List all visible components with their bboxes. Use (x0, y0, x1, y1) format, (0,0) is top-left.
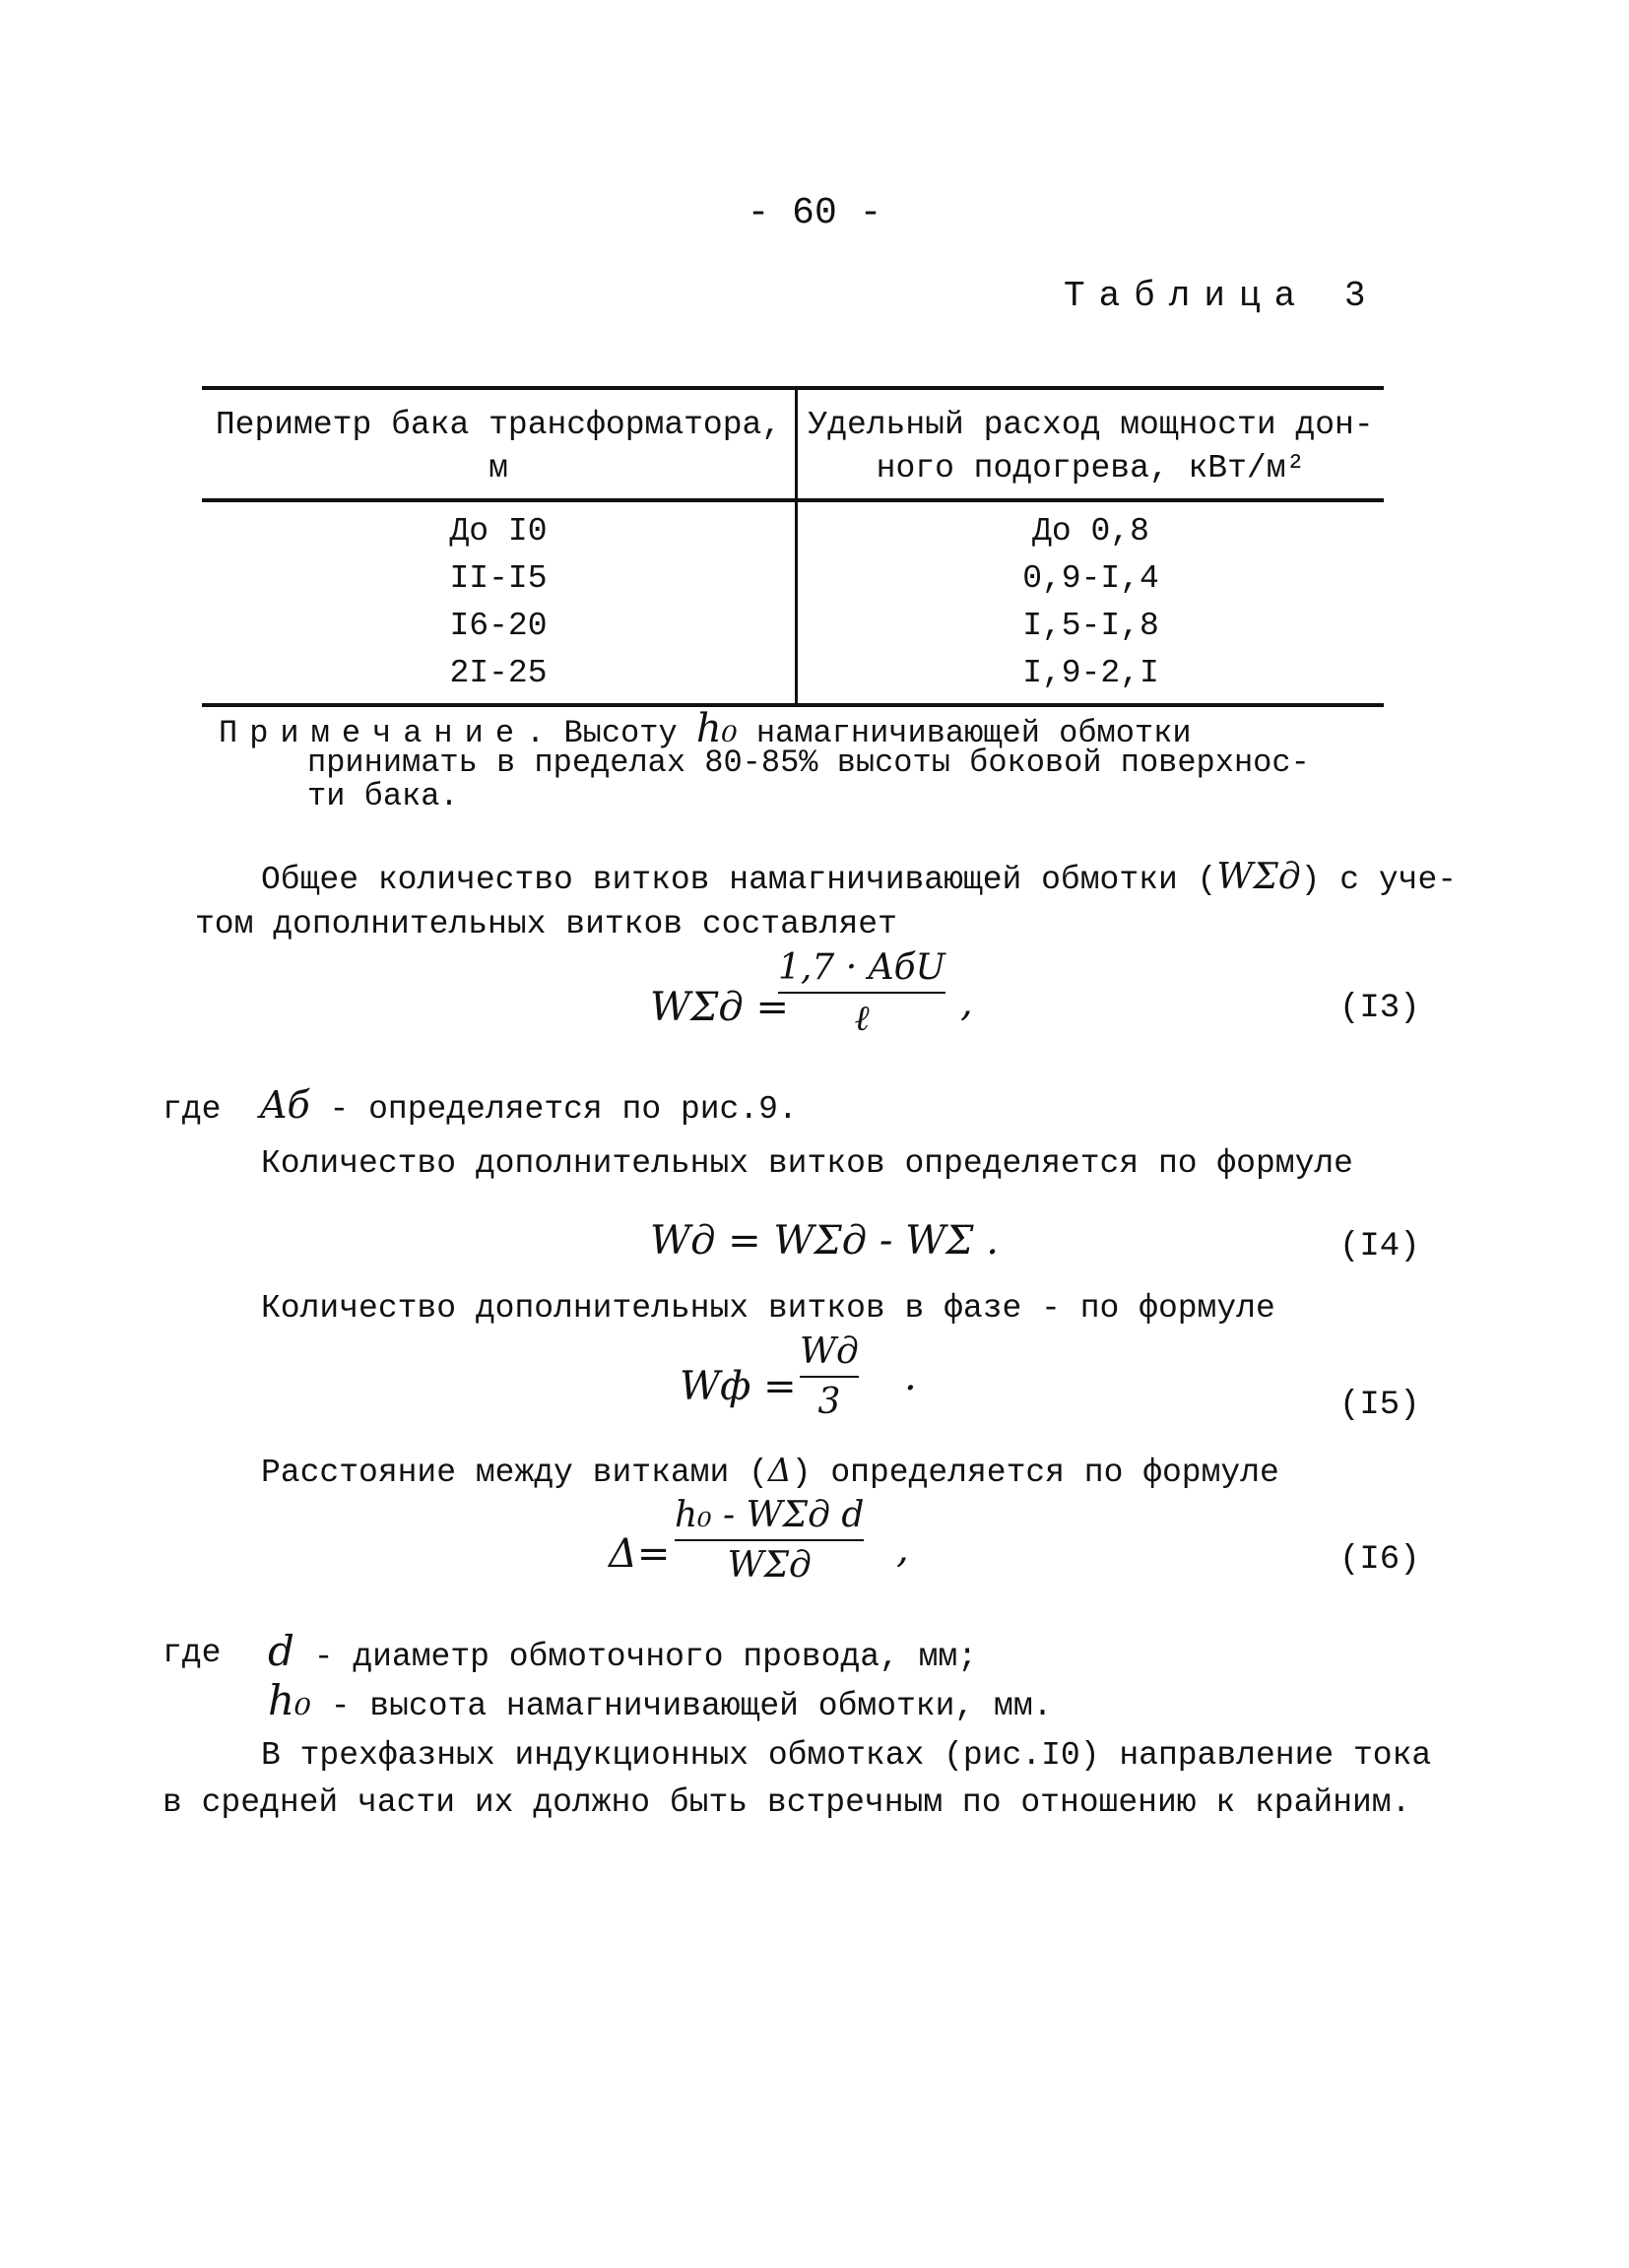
eq14-expr: Wд = WΣд - WΣ . (650, 1218, 999, 1264)
eq16-denominator: WΣд (727, 1545, 812, 1586)
table-row (202, 500, 1384, 555)
eq16-numerator: h₀ - WΣд d (675, 1495, 865, 1535)
eq13-fraction (778, 947, 945, 1039)
note-text: намагничивающей обмотки (755, 715, 1192, 751)
table-cell: I6-20 (202, 603, 797, 650)
eq15-lhs: Wф = (680, 1364, 797, 1409)
paragraph-line: том дополнительных витков составляет (195, 906, 897, 942)
paragraph-text: ) с уче- (1300, 862, 1458, 898)
eq16-lhs: Δ= (609, 1531, 671, 1577)
table-cell: I,5-I,8 (1022, 608, 1159, 644)
header-line: Удельный расход мощности дон- (808, 407, 1374, 443)
symbol-a-b: Aб (260, 1083, 310, 1127)
note-line-3: ти бака. (307, 778, 459, 814)
eq16-fraction (675, 1495, 864, 1586)
where-text: - диаметр обмоточного провода, мм; (313, 1639, 978, 1675)
table-row (202, 650, 1384, 705)
where-text: - высота намагничивающей обмотки, мм. (330, 1688, 1053, 1724)
table-cell: До 0,8 (1032, 513, 1149, 550)
note-sep: . (526, 715, 546, 751)
eq14-number: (I4) (1339, 1228, 1420, 1265)
fraction-bar (675, 1539, 864, 1541)
symbol-d: d (268, 1627, 294, 1675)
paragraph: Количество дополнительных витков определяется по формуле (261, 1145, 1353, 1182)
eq16-number: (I6) (1339, 1541, 1420, 1579)
data-table (202, 386, 1384, 707)
paragraph: Количество дополнительных витков в фазе - по формуле (261, 1290, 1275, 1327)
paragraph-text: Расстояние между витками ( (261, 1455, 768, 1491)
symbol-h0: h₀ (268, 1676, 311, 1724)
page-number: - 60 - (747, 192, 882, 234)
eq15-fraction (800, 1331, 859, 1422)
table-cell: I,9-2,I (797, 650, 1385, 705)
header-line: Периметр бака трансформатора, (215, 407, 782, 443)
eq15-denominator: 3 (817, 1382, 841, 1422)
where-word: где (163, 1091, 222, 1128)
header-line: ного подогрева, кВт/м² (876, 450, 1306, 486)
table-title: Таблица 3 (1064, 276, 1380, 316)
eq15-tail: . (904, 1354, 917, 1399)
symbol-delta: Δ (767, 1451, 792, 1489)
where-item (268, 1627, 977, 1675)
fraction-bar (778, 992, 945, 994)
paragraph-line: в средней части их должно быть встречным по отношению к крайним. (163, 1784, 1411, 1821)
table-cell: До I0 (202, 500, 797, 555)
table-cell: 0,9-I,4 (1022, 560, 1159, 597)
where-text: - определяется по рис.9. (329, 1091, 798, 1128)
note-label: Примечание (219, 715, 527, 751)
eq15-numerator: Wд (800, 1331, 859, 1372)
eq13-denominator: ℓ (854, 999, 870, 1039)
table-header-perimeter (202, 388, 797, 500)
where-line (163, 1635, 221, 1671)
paragraph-text: Общее количество витков намагничивающей обмотки ( (261, 862, 1217, 898)
where-word: где (163, 1635, 222, 1671)
header-line: м (489, 450, 508, 486)
table-cell: 2I-25 (202, 650, 797, 705)
table-row (202, 555, 1384, 603)
paragraph-text: ) определяется по формуле (791, 1455, 1279, 1491)
where-line (163, 1083, 798, 1128)
symbol-w-sum-d: WΣд (1216, 857, 1301, 897)
fraction-bar (800, 1376, 859, 1378)
eq15-number: (I5) (1339, 1387, 1420, 1424)
eq13-number: (I3) (1339, 990, 1420, 1027)
paragraph (261, 857, 1457, 898)
note-line-2: принимать в пределах 80-85% высоты боковой поверхнос- (307, 745, 1310, 781)
note-symbol: h₀ (695, 706, 738, 751)
eq13-numerator: 1,7 · AбU (778, 947, 945, 988)
eq13-tail: , (960, 980, 973, 1025)
table-cell: II-I5 (202, 555, 797, 603)
note-text: Высоту (563, 715, 678, 751)
paragraph (261, 1451, 1279, 1491)
table-row (202, 603, 1384, 650)
eq16-tail: , (896, 1526, 909, 1572)
paragraph-line: В трехфазных индукционных обмотках (рис.I0) направление тока (261, 1737, 1432, 1774)
table-header-power (797, 388, 1385, 500)
table-header-row (202, 388, 1384, 500)
eq13-lhs: WΣд = (650, 985, 789, 1030)
where-item (268, 1676, 1052, 1724)
